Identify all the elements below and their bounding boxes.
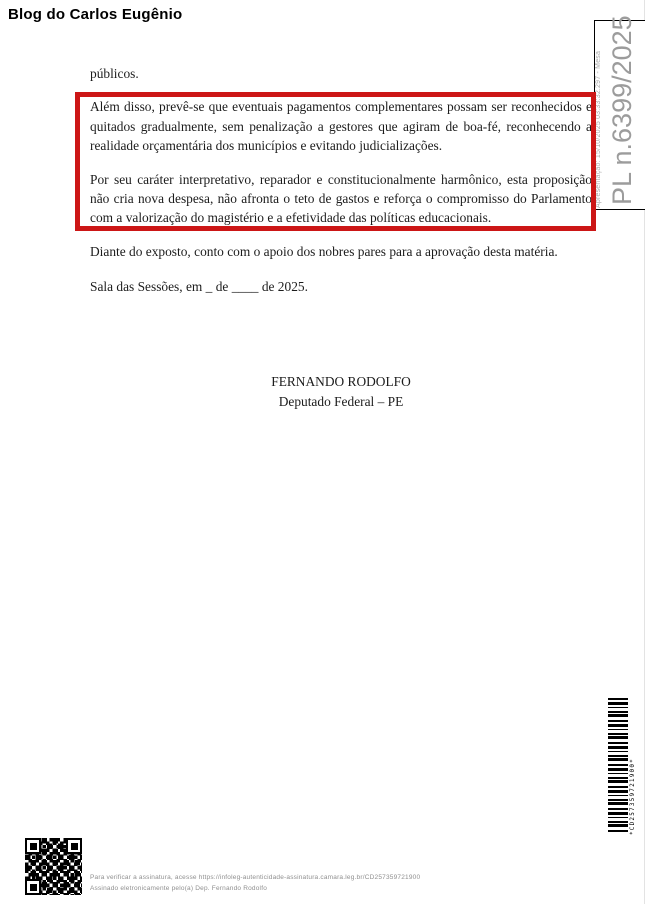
signed-line: Assinado eletronicamente pelo(a) Dep. Fernando Rodolfo (90, 885, 268, 892)
place-date-line: Sala das Sessões, em _ de ____ de 2025. (90, 279, 308, 295)
barcode (608, 695, 640, 835)
highlighted-paragraph-1: Além disso, prevê-se que eventuais pagamentos complementares possam ser reconhecidos e quitados gradualmente, sem penalização a gestores que agiram de boa-fé, reconhecendo a realidade orçamentária dos municípios e evitando judicializações. (90, 99, 592, 154)
paragraph-fragment: públicos. (90, 66, 139, 81)
footer-small-print (90, 872, 510, 894)
signature-block (90, 372, 592, 411)
verification-line: Para verificar a assinatura, acesse https://infoleg-autenticidade-assinatura.camara.leg.br/CD257359721900 (90, 874, 421, 881)
bill-number-vertical-text: PL n.6399/2025 (607, 15, 637, 205)
qr-finder-top-right (66, 838, 82, 854)
signature-role: Deputado Federal – PE (278, 393, 404, 409)
qr-code (25, 838, 82, 895)
signature-name: FERNANDO RODOLFO (271, 374, 411, 389)
bill-stamp-box (594, 15, 645, 210)
qr-finder-top-left (25, 838, 41, 854)
qr-finder-bottom-left (25, 879, 41, 895)
stamp-presentation-text: Apresentação: 15/10/2025 03:33:32.297 - Mesa (595, 50, 602, 208)
barcode-text: *CD257359721900* (629, 758, 636, 835)
closing-paragraph: Diante do exposto, conto com o apoio dos nobres pares para a aprovação desta matéria. (90, 243, 558, 259)
highlighted-paragraph-2: Por seu caráter interpretativo, reparador e constitucionalmente harmônico, esta proposição não cria nova despesa, não afronta o teto de gastos e reforça o compromisso do Parlamento com a valorização do magistério e a efetividade das políticas educacionais. (90, 171, 592, 226)
barcode-bars (608, 698, 628, 832)
red-highlight-box (75, 92, 596, 231)
blog-title: Blog do Carlos Eugênio (8, 6, 183, 23)
